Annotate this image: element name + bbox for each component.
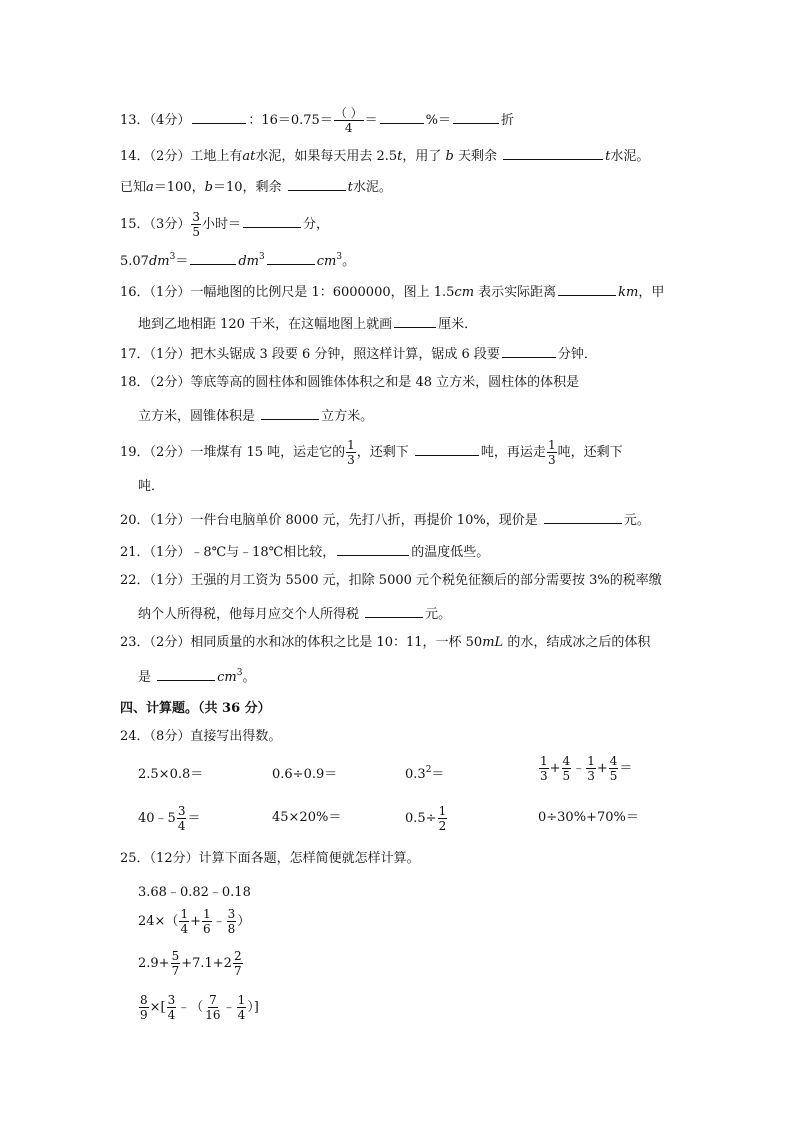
calc-item: 2.5×0.8＝: [138, 767, 204, 782]
answer-blank[interactable]: [415, 441, 479, 456]
question-13: 13．（4分） ：16＝0.75＝ $\frac{( )}{4}$ ＝ %＝ 折: [120, 106, 515, 135]
answer-blank[interactable]: [503, 145, 603, 160]
question-19: 19．（2分）一堆煤有 15 吨，运走它的 $\frac{1}{3}$ ，还剩下 吨，再运走 $\frac{1}{3}$ 吨，还剩下: [120, 438, 623, 467]
answer-blank[interactable]: [394, 313, 436, 328]
answer-blank[interactable]: [157, 666, 215, 681]
question-23: 23．（2分）相同质量的水和冰的体积之比是 10：11，一杯 50mL 的水，结成冰之后的体积: [120, 635, 651, 650]
question-18-line2: 立方米，圆锥体积是 立方米。: [138, 405, 373, 426]
question-15-line2: $5.07dm^3= dm^3$ $cm^3$。: [120, 252, 356, 269]
calc-item: $0.3^2=$: [405, 765, 445, 782]
question-23-line2: 是 $cm^3$。: [138, 668, 256, 685]
answer-blank[interactable]: [243, 213, 301, 228]
question-14: 14．（2分）工地上有at水泥，如果每天用去 2.5t，用了 b 天剩余 t水泥。: [120, 145, 649, 166]
answer-blank[interactable]: [365, 603, 423, 618]
answer-blank[interactable]: [337, 541, 409, 556]
answer-blank[interactable]: [380, 109, 424, 124]
calc-item: 0.5÷ $\frac{1}{2}$: [405, 804, 447, 833]
answer-blank[interactable]: [453, 109, 499, 124]
question-25: 25．（12分）计算下面各题，怎样简便就怎样计算。: [120, 851, 420, 866]
question-21: 21．（1分）﹣8℃与﹣18℃相比较， 的温度低些。: [120, 541, 489, 562]
calc-item: 45×20%＝: [272, 810, 342, 825]
calc-item: $\frac{1}{3}$ + $\frac{4}{5}$ ﹣ $\frac{1}{3}$ + $\frac{4}{5}$ ＝: [540, 754, 633, 783]
section-heading: 四、计算题。（共 36 分）: [120, 701, 271, 716]
answer-blank[interactable]: [267, 250, 315, 265]
calc-expression: 24×（ $\frac{1}{4}$ + $\frac{1}{6}$ ﹣ $\frac{3}{8}$ ）: [138, 907, 251, 936]
fraction: $\frac{( )}{4}$: [334, 106, 363, 135]
question-14-line2: 已知a＝100，b＝10，剩余 t水泥。: [120, 176, 392, 197]
question-22-line2: 纳个人所得税，他每月应交个人所得税 元。: [138, 603, 451, 624]
fraction: $\frac{1}{3}$: [547, 438, 556, 467]
answer-blank[interactable]: [288, 176, 346, 191]
answer-blank[interactable]: [502, 343, 556, 358]
calc-item: 40﹣5 $\frac{3}{4}$ ＝: [138, 804, 201, 833]
question-16: 16．（1分）一幅地图的比例尺是 1：6000000，图上 1.5cm 表示实际距离 km，甲: [120, 281, 664, 302]
calc-item: 0÷30%+70%＝: [538, 810, 639, 825]
calc-expression: 2.9+ $\frac{5}{7}$ +7.1+2 $\frac{2}{7}$: [138, 949, 242, 978]
question-22: 22．（1分）王强的月工资为 5500 元，扣除 5000 元个税免征额后的部分需要按 3%的税率缴: [120, 573, 662, 588]
calc-item: 0.6÷0.9＝: [272, 767, 338, 782]
fraction: $\frac{3}{5}$: [192, 210, 200, 239]
question-17: 17．（1分）把木头锯成 3 段要 6 分钟，照这样计算，锯成 6 段要 分钟．: [120, 343, 597, 364]
question-19-line2: 吨．: [138, 479, 165, 494]
fraction: $\frac{1}{3}$: [347, 438, 355, 467]
answer-blank[interactable]: [192, 109, 246, 124]
answer-blank[interactable]: [190, 250, 236, 265]
question-24: 24．（8分）直接写出得数。: [120, 729, 282, 744]
calc-expression: 3.68﹣0.82﹣0.18: [138, 885, 251, 900]
answer-blank[interactable]: [544, 509, 622, 524]
question-20: 20．（1分）一件台电脑单价 8000 元，先打八折，再提价 10%，现价是 元。: [120, 509, 650, 530]
answer-blank[interactable]: [558, 281, 616, 296]
answer-blank[interactable]: [261, 405, 319, 420]
question-18: 18．（2分）等底等高的圆柱体和圆锥体体积之和是 48 立方米，圆柱体的体积是: [120, 375, 580, 390]
calc-expression: $\frac{8}{9}$ ×[ $\frac{3}{4}$ ﹣（ $\frac{7}{16}$ ﹣ $\frac{1}{4}$ ）]: [140, 993, 259, 1022]
q13-head: 13．（4分）: [120, 113, 191, 128]
question-16-line2: 地到乙地相距 120 千米，在这幅地图上就画 厘米．: [138, 313, 477, 334]
question-15: 15．（3分） $\frac{3}{5}$ 小时＝ 分，: [120, 210, 329, 239]
